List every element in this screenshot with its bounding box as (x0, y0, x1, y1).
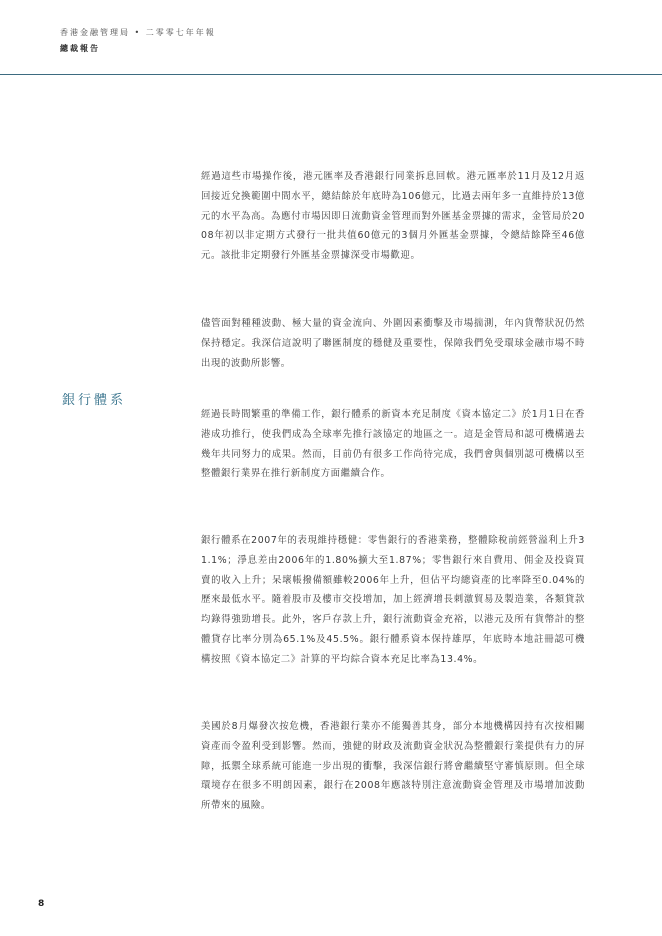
paragraph-spacer (201, 691, 585, 717)
paragraph-spacer (201, 374, 585, 405)
body-text-column (201, 167, 585, 817)
paragraph-4: 銀行體系在2007年的表現維持穩健：零售銀行的香港業務，整體除稅前經營溢利上升31.1%；淨息差由2006年的1.80%擴大至1.87%；零售銀行來自費用、佣金及投資買賣的收入上升；呆壞帳撥備額雖較2006年上升，但佔平均總資產的比率降至0.04%的歷來最低水平。隨着股市及樓市交投增加，加上經濟增長刺激貿易及製造業，各類貸款均錄得強勁增長。此外，客戶存款上升，銀行流動資金充裕，以港元及所有貨幣計的整體貸存比率分別為65.1%及45.5%。銀行體系資本保持雄厚，年底時本地註冊認可機構按照《資本協定二》計算的平均綜合資本充足比率為13.4%。 (201, 535, 585, 665)
page-number: 8 (38, 899, 45, 909)
section-title: 總裁報告 (60, 44, 100, 53)
section-heading-banking-system: 銀行體系 (62, 393, 127, 408)
paragraph-2: 儘管面對種種波動、極大量的資金流向、外圍因素衝擊及市場揣測，年內貨幣狀況仍然保持穩定。我深信這說明了聯匯制度的穩健及重要性，保障我們免受環球金融市場不時出現的波動所影響。 (201, 318, 585, 369)
publication-title: 香港金融管理局 • 二零零七年年報 (60, 28, 216, 37)
paragraph-spacer (201, 286, 585, 314)
paragraph-5: 美國於8月爆發次按危機，香港銀行業亦不能獨善其身，部分本地機構因持有次按相關資產而令盈利受到影響。然而，強健的財政及流動資金狀況為整體銀行業提供有力的屏障，抵禦全球系統可能進一步出現的衝擊，我深信銀行將會繼續堅守審慎原則。但全球環境存在很多不明朗因素，銀行在2008年應該特別注意流動資金管理及市場增加波動所帶來的風險。 (201, 721, 585, 812)
header-divider (0, 74, 662, 75)
paragraph-3: 經過長時間繁重的準備工作，銀行體系的新資本充足制度《資本協定二》於1月1日在香港成功推行，使我們成為全球率先推行該協定的地區之一。這是金管局和認可機構過去幾年共同努力的成果。然而，目前仍有很多工作尚待完成，我們會與個別認可機構以至整體銀行業界在推行新制度方面繼續合作。 (201, 409, 585, 480)
page-header (60, 27, 620, 55)
paragraph-1: 經過這些市場操作後，港元匯率及香港銀行同業拆息回軟。港元匯率於11月及12月返回接近兌換範圍中間水平，總結餘於年底時為106億元，比過去兩年多一直維持於13億元的水平為高。為應付市場因即日流動資金管理而對外匯基金票據的需求，金管局於2008年初以非定期方式發行一批共值60億元的3個月外匯基金票據，令總結餘降至46億元。該批非定期發行外匯基金票據深受市場歡迎。 (201, 171, 585, 262)
paragraph-spacer (201, 505, 585, 531)
